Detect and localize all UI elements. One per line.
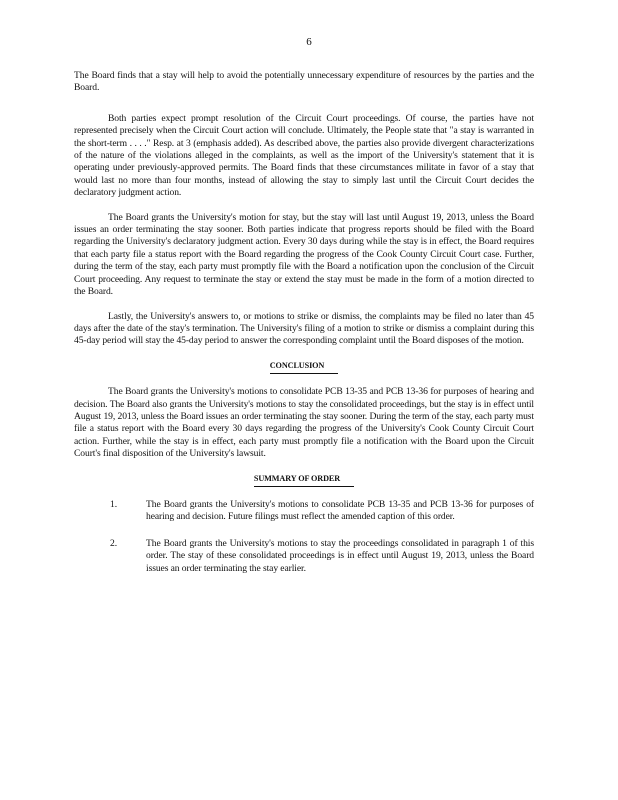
conclusion-heading	[74, 360, 534, 374]
order-item-text: The Board grants the University's motions to consolidate PCB 13-35 and PCB 13-36 for purposes of hearing and decision. Future filings must reflect the amended caption of this order.	[146, 498, 534, 523]
summary-heading	[74, 473, 534, 487]
paragraph-answer-deadline: Lastly, the University's answers to, or motions to strike or dismiss, the complaints may be filed no later than 45 days after the date of the stay's termination. The University's filing of a motion to strike or dismiss a complaint during this 45-day period will stay the 45-day period to answer the corresponding complaint until the Board disposes of the motion.	[74, 310, 534, 347]
page-number: 6	[306, 36, 312, 48]
paragraph-circuit-court: Both parties expect prompt resolution of the Circuit Court proceedings. Of course, the parties have not represented precisely when the Circuit Court action will conclude. Ultimately, the People state that "a stay is warranted in the short-term . . . ." Resp. at 3 (emphasis added). As described above, the parties also provide divergent characterizations of the nature of the violations alleged in the complaints, as well as the import of the University's statement that it is operating under previously-approved permits. The Board finds that these circumstances militate in favor of a stay that would last no more than four months, instead of allowing the stay to simply last until the Circuit Court decides the declaratory judgment action.	[74, 112, 534, 199]
summary-heading-text: SUMMARY OF ORDER	[254, 473, 354, 487]
order-item-text: The Board grants the University's motions to stay the proceedings consolidated in paragraph 1 of this order. The stay of these consolidated proceedings is in effect until August 19, 2013, unless the Board issues an order terminating the stay earlier.	[146, 537, 534, 574]
paragraph-stay-grant: The Board grants the University's motion for stay, but the stay will last until August 19, 2013, unless the Board issues an order terminating the stay sooner. Both parties indicate that progress reports should be filed with the Board regarding the University's declaratory judgment action. Every 30 days during while the stay is in effect, the Board requires that each party file a status report with the Board regarding the progress of the Cook County Circuit Court case. Further, during the term of the stay, each party must promptly file with the Board a notification upon the conclusion of the Circuit Court proceeding. Any request to terminate the stay or extend the stay must be made in the form of a motion directed to the Board.	[74, 211, 534, 298]
conclusion-paragraph: The Board grants the University's motions to consolidate PCB 13-35 and PCB 13-36 for purposes of hearing and decision. The Board also grants the University's motions to stay the consolidated proceedings, but the stay is in effect until August 19, 2013, unless the Board issues an order terminating the stay sooner. During the term of the stay, each party must file a status report with the Board every 30 days regarding the progress of the University's Cook County Circuit Court action. Further, while the stay is in effect, each party must promptly file a notification with the Board upon the Circuit Court's final disposition of the University's lawsuit.	[74, 386, 534, 460]
opinion-body	[74, 70, 534, 589]
order-list	[74, 499, 534, 575]
conclusion-heading-text: CONCLUSION	[270, 360, 339, 374]
order-item-number: 2.	[110, 537, 117, 549]
paragraph-stay-benefit: The Board finds that a stay will help to avoid the potentially unnecessary expenditure of resources by the parties and the Board.	[74, 70, 534, 94]
order-item	[74, 499, 534, 524]
order-item	[74, 538, 534, 575]
order-item-number: 1.	[110, 498, 117, 510]
